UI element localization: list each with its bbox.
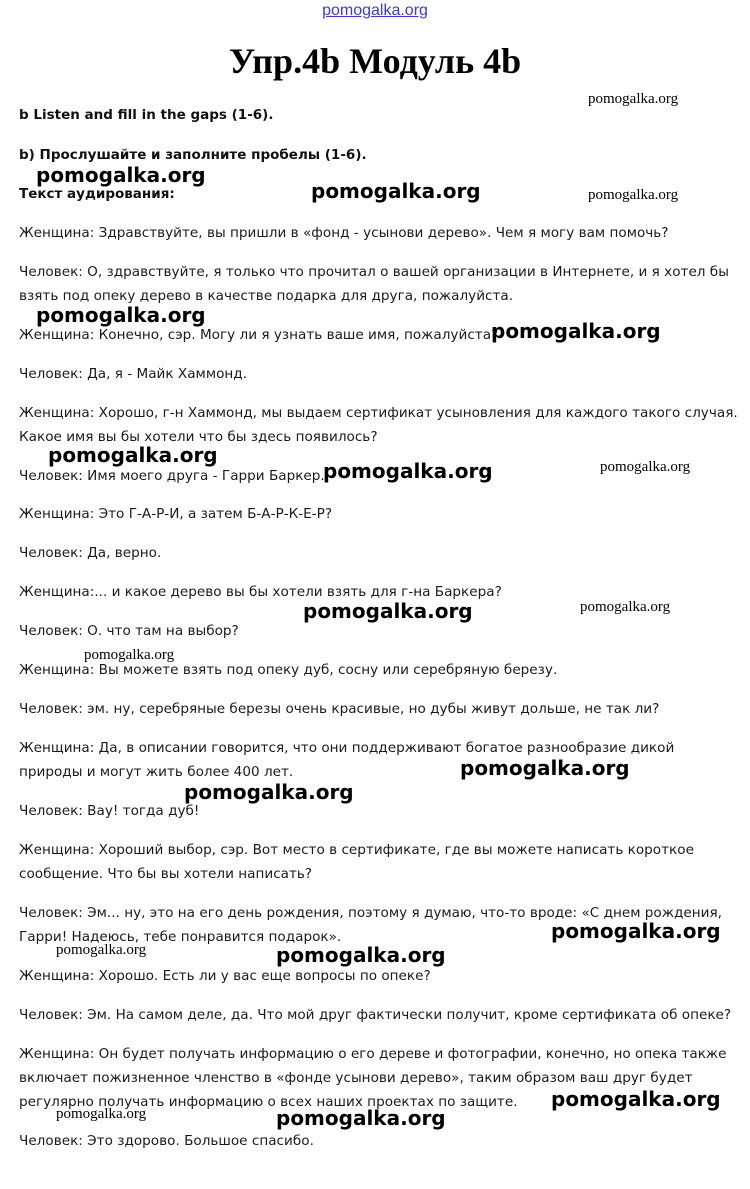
transcript-line: сообщение. Что бы вы хотели написать? [19, 866, 313, 882]
transcript-line: Человек: Имя моего друга - Гарри Баркер. [19, 468, 325, 484]
transcript-line: включает пожизненное членство в «фонде усынови дерево», таким образом ваш друг будет [19, 1070, 693, 1086]
watermark: pomogalka.org [276, 943, 446, 967]
transcript-line: Женщина: Хороший выбор, сэр. Вот место в сертификате, где вы можете написать короткое [19, 842, 694, 858]
transcript-heading: Текст аудирования: [19, 186, 175, 202]
watermark: pomogalka.org [588, 91, 679, 107]
site-link[interactable]: pomogalka.org [322, 2, 428, 19]
transcript-line: Человек: эм. ну, серебряные березы очень красивые, но дубы живут дольше, не так ли? [19, 701, 660, 717]
watermark: pomogalka.org [36, 303, 206, 327]
transcript-line: Человек: О. что там на выбор? [19, 623, 239, 639]
watermark: pomogalka.org [276, 1106, 446, 1130]
transcript-line: Человек: Эм. На самом деле, да. Что мой друг фактически получит, кроме сертификата об опеке? [19, 1007, 732, 1023]
transcript-line: Женщина:... и какое дерево вы бы хотели взять для г-на Баркера? [19, 584, 502, 600]
watermark: pomogalka.org [184, 780, 354, 804]
watermark: pomogalka.org [56, 1106, 147, 1122]
page-title: Упр.4b Модуль 4b [228, 41, 522, 81]
transcript-line: Человек: Эм... ну, это на его день рождения, поэтому я думаю, что-то вроде: «С днем рождения, [19, 905, 722, 921]
transcript-line: природы и могут жить более 400 лет. [19, 764, 294, 780]
watermark: pomogalka.org [84, 647, 175, 663]
transcript-line: регулярно получать информацию о всех наших проектах по защите. [19, 1094, 518, 1110]
watermark: pomogalka.org [460, 756, 630, 780]
transcript-line: Женщина: Он будет получать информацию о его дереве и фотографии, конечно, но опека также [19, 1046, 727, 1062]
transcript-line: Гарри! Надеюсь, тебе понравится подарок». [19, 929, 342, 945]
transcript-line: Женщина: Хорошо. Есть ли у вас еще вопросы по опеке? [19, 968, 431, 984]
transcript-line: Человек: О, здравствуйте, я только что прочитал о вашей организации в Интернете, и я хотел бы [19, 264, 729, 280]
watermark: pomogalka.org [56, 942, 147, 958]
watermark: pomogalka.org [580, 599, 671, 615]
transcript-line: взять под опеку дерево в качестве подарка для друга, пожалуйста. [19, 288, 514, 304]
transcript-line: Человек: Да, верно. [19, 545, 162, 561]
transcript-line: Женщина: Это Г-А-Р-И, а затем Б-А-Р-К-Е-Р? [19, 506, 333, 522]
watermark: pomogalka.org [551, 1087, 721, 1111]
watermark: pomogalka.org [588, 187, 679, 203]
watermark: pomogalka.org [491, 319, 661, 343]
transcript-line: Женщина: Здравствуйте, вы пришли в «фонд - усынови дерево». Чем я могу вам помочь? [19, 225, 669, 241]
watermark: pomogalka.org [311, 179, 481, 203]
transcript-line: Какое имя вы бы хотели что бы здесь появилось? [19, 429, 378, 445]
transcript-line: Женщина: Хорошо, г-н Хаммонд, мы выдаем сертификат усыновления для каждого такого случая. [19, 405, 738, 421]
watermark: pomogalka.org [323, 459, 493, 483]
instruction-english: b Listen and fill in the gaps (1-6). [19, 107, 274, 123]
transcript-line: Человек: Вау! тогда дуб! [19, 803, 200, 819]
transcript-line: Человек: Это здорово. Большое спасибо. [19, 1133, 314, 1149]
transcript-line: Женщина: Вы можете взять под опеку дуб, сосну или серебряную березу. [19, 662, 558, 678]
instruction-russian: b) Прослушайте и заполните пробелы (1-6). [19, 147, 367, 163]
watermark: pomogalka.org [600, 459, 691, 475]
transcript-line: Человек: Да, я - Майк Хаммонд. [19, 366, 247, 382]
transcript-line: Женщина: Конечно, сэр. Могу ли я узнать ваше имя, пожалуйста? [19, 327, 499, 343]
watermark: pomogalka.org [551, 919, 721, 943]
watermark: pomogalka.org [303, 599, 473, 623]
watermark: pomogalka.org [48, 443, 218, 467]
watermark: pomogalka.org [36, 163, 206, 187]
transcript-line: Женщина: Да, в описании говорится, что они поддерживают богатое разнообразие дикой [19, 740, 675, 756]
